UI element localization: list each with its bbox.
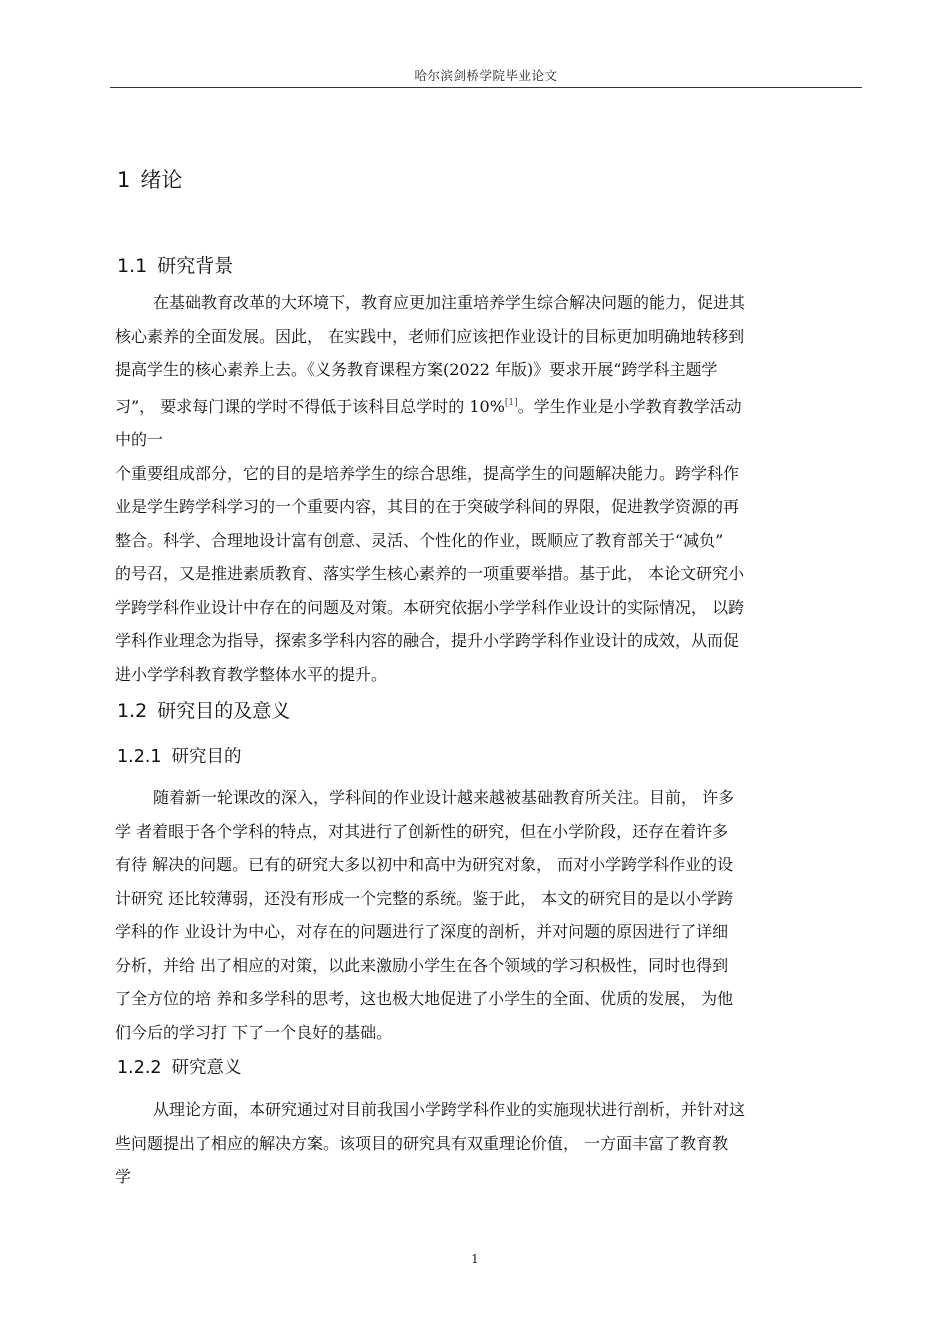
subsection-heading-1-2-1 (117, 743, 242, 768)
paragraph-line: 中的一 (115, 430, 164, 449)
paragraph-line: 学跨学科作业设计中存在的问题及对策。本研究依据小学学科作业设计的实际情况， 以跨 (115, 597, 745, 617)
paragraph-line: 们今后的学习打 下了一个良好的基础。 (115, 1022, 393, 1042)
paragraph-line: 从理论方面，本研究通过对目前我国小学跨学科作业的实施现状进行剖析，并针对这 (153, 1100, 746, 1119)
paragraph-line: 学 者着眼于各个学科的特点，对其进行了创新性的研究，但在小学阶段，还存在着许多 (115, 821, 729, 841)
citation-marker: [1] (504, 397, 518, 408)
running-header: 哈尔滨剑桥学院毕业论文 (414, 68, 558, 83)
paragraph-line: 学科作业理念为指导，探索多学科内容的融合，提升小学跨学科作业设计的成效，从而促 (115, 631, 740, 650)
chapter-number: 1 (117, 168, 131, 192)
paragraph-line: 随着新一轮课改的深入，学科间的作业设计越来越被基础教育所关注。目前， 许多 (153, 788, 735, 807)
paragraph-line: 了全方位的培 养和多学科的思考，这也极大地促进了小学生的全面、优质的发展， 为他 (115, 989, 734, 1008)
background-paragraph (115, 286, 870, 691)
significance-paragraph (115, 1093, 870, 1194)
paragraph-line: 进小学学科教育教学整体水平的提升。 (115, 664, 388, 684)
subsection-heading-1-2-2 (117, 1054, 242, 1079)
paragraph-line: 学科的作 业设计为中心，对存在的问题进行了深度的剖析，并对问题的原因进行了详细 (115, 922, 729, 941)
section-title: 研究目的及意义 (157, 700, 291, 722)
section-title: 研究背景 (157, 255, 234, 277)
paragraph-line: 业是学生跨学科学习的一个重要内容，其目的在于突破学科间的界限，促进教学资源的再 (115, 497, 740, 516)
section-heading-1-1 (117, 251, 233, 278)
purpose-paragraph (115, 781, 870, 1049)
line-text: 习”， 要求每门课的学时不得低于该科目总学时的 10% (115, 396, 505, 416)
paragraph-line: 有待 解决的问题。已有的研究大多以初中和高中为研究对象， 而对小学跨学科作业的设 (115, 855, 734, 874)
section-heading-1-2 (117, 696, 290, 723)
paragraph-line-with-citation (115, 387, 870, 424)
header-rule (110, 87, 862, 88)
paragraph-line: 个重要组成部分，它的目的是培养学生的综合思维，提高学生的问题解决能力。跨学科作 (115, 463, 740, 483)
paragraph-line: 计研究 还比较薄弱，还没有形成一个完整的系统。鉴于此， 本文的研究目的是以小学跨 (115, 888, 734, 908)
subsection-title: 研究意义 (171, 1058, 242, 1078)
chapter-title: 绪论 (140, 168, 183, 192)
chapter-heading (117, 164, 182, 194)
subsection-number: 1.2.1 (117, 747, 162, 767)
section-number: 1.1 (117, 255, 148, 277)
paragraph-line: 在基础教育改革的大环境下，教育应更加注重培养学生综合解决问题的能力，促进其 (153, 293, 746, 312)
line-text-tail: 。学生作业是小学教育教学活动 (517, 396, 742, 416)
subsection-title: 研究目的 (171, 747, 242, 767)
section-number: 1.2 (117, 700, 148, 722)
paragraph-line: 整合。科学、合理地设计富有创意、灵活、个性化的作业，既顺应了教育部关于“减负” (115, 530, 724, 550)
paragraph-line: 些问题提出了相应的解决方案。该项目的研究具有双重理论价值， 一方面丰富了教育教 (115, 1133, 729, 1153)
paragraph-line: 提高学生的核心素养上去。《义务教育课程方案(2022 年版)》要求开展“跨学科主题学 (115, 360, 718, 379)
paragraph-line: 的号召，又是推进素质教育、落实学生核心素养的一项重要举措。基于此， 本论文研究小 (115, 564, 745, 583)
page-number: 1 (471, 1252, 479, 1266)
paragraph-line: 核心素养的全面发展。因此， 在实践中，老师们应该把作业设计的目标更加明确地转移到 (115, 326, 745, 346)
subsection-number: 1.2.2 (117, 1058, 162, 1078)
paragraph-line: 学 (115, 1167, 132, 1186)
paragraph-line: 分析，并给 出了相应的对策，以此来激励小学生在各个领域的学习积极性，同时也得到 (115, 955, 729, 975)
